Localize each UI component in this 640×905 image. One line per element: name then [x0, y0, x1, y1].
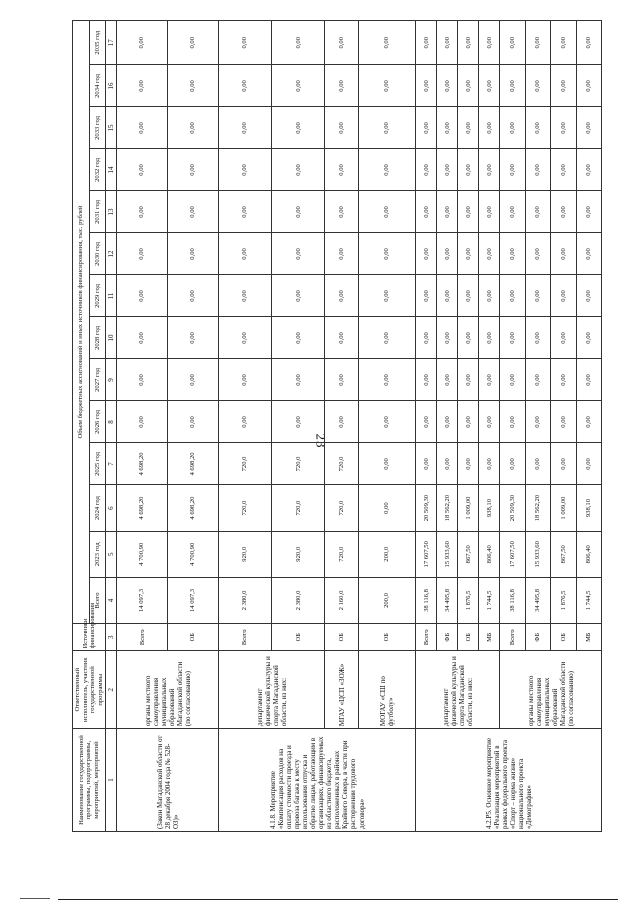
- amount-cell: 0,00: [576, 359, 602, 401]
- amount-cell: 0,00: [358, 233, 416, 275]
- financing-table-wrapper: [72, 20, 593, 832]
- amount-cell: 0,00: [500, 443, 525, 485]
- amount-cell: 17 607,50: [500, 531, 525, 577]
- amount-cell: 0,00: [525, 191, 550, 233]
- header-year: 2035 год: [89, 21, 106, 65]
- amount-cell: 2 380,0: [272, 577, 325, 623]
- amount-cell: 0,00: [525, 65, 550, 107]
- amount-cell: 0,00: [272, 21, 325, 65]
- amount-cell: 0,00: [325, 275, 358, 317]
- col-number: 14: [106, 149, 117, 191]
- amount-cell: 15 933,60: [525, 531, 550, 577]
- amount-cell: 0,00: [117, 149, 168, 191]
- amount-cell: 0,00: [219, 233, 272, 275]
- amount-cell: 0,00: [168, 359, 219, 401]
- amount-cell: 4 700,90: [168, 531, 219, 577]
- amount-cell: 0,00: [479, 317, 500, 359]
- amount-cell: 0,00: [325, 149, 358, 191]
- amount-cell: 0,00: [219, 21, 272, 65]
- amount-cell: 0,00: [576, 443, 602, 485]
- amount-cell: 200,0: [358, 531, 416, 577]
- amount-cell: 20 509,30: [416, 485, 437, 531]
- amount-cell: 0,00: [437, 149, 458, 191]
- amount-cell: 0,00: [479, 401, 500, 443]
- amount-cell: 0,00: [458, 149, 479, 191]
- amount-cell: 200,0: [358, 577, 416, 623]
- amount-cell: 0,00: [358, 65, 416, 107]
- amount-cell: 2 160,0: [325, 577, 358, 623]
- amount-cell: 0,00: [525, 275, 550, 317]
- amount-cell: 0,00: [272, 233, 325, 275]
- col-number: 3: [106, 624, 117, 651]
- amount-cell: 0,00: [416, 359, 437, 401]
- amount-cell: 18 562,20: [525, 485, 550, 531]
- amount-cell: 0,00: [551, 275, 576, 317]
- amount-cell: 0,00: [358, 401, 416, 443]
- amount-cell: 0,00: [272, 275, 325, 317]
- amount-cell: 0,00: [458, 65, 479, 107]
- amount-cell: 0,00: [576, 233, 602, 275]
- amount-cell: 0,00: [272, 401, 325, 443]
- amount-cell: 0,00: [500, 275, 525, 317]
- executor-name: МГАУ «ЦСП «ЗОЖ»: [325, 651, 358, 729]
- amount-cell: 34 495,8: [525, 577, 550, 623]
- amount-cell: 0,00: [479, 107, 500, 149]
- amount-cell: 0,00: [479, 21, 500, 65]
- amount-cell: 0,00: [479, 275, 500, 317]
- header-year: 2025 год: [89, 443, 106, 485]
- amount-cell: 0,00: [117, 65, 168, 107]
- header-year: 2023 год: [89, 531, 106, 577]
- header-year: 2026 год: [89, 401, 106, 443]
- col-number: 12: [106, 233, 117, 275]
- table-row: [117, 21, 168, 832]
- amount-cell: 0,00: [551, 401, 576, 443]
- amount-cell: 0,00: [458, 21, 479, 65]
- amount-cell: 0,00: [117, 359, 168, 401]
- amount-cell: 0,00: [479, 149, 500, 191]
- amount-cell: 14 097,3: [168, 577, 219, 623]
- executor-name: МОГАУ «СШ по футболу»: [358, 651, 416, 729]
- amount-cell: 938,10: [479, 485, 500, 531]
- amount-cell: 0,00: [416, 275, 437, 317]
- source-cell: ОБ: [272, 624, 325, 651]
- amount-cell: 0,00: [219, 65, 272, 107]
- amount-cell: 0,00: [117, 275, 168, 317]
- executor-name: департамент физической культуры и спорта Магаданской области, из них:: [219, 651, 325, 729]
- amount-cell: 0,00: [551, 317, 576, 359]
- amount-cell: 4 698,20: [117, 485, 168, 531]
- amount-cell: 0,00: [437, 233, 458, 275]
- financing-table: [72, 20, 602, 832]
- amount-cell: 0,00: [500, 191, 525, 233]
- amount-cell: 0,00: [416, 107, 437, 149]
- amount-cell: 1 009,00: [551, 485, 576, 531]
- source-cell: ОБ: [458, 624, 479, 651]
- amount-cell: 920,0: [272, 531, 325, 577]
- amount-cell: 0,00: [576, 275, 602, 317]
- amount-cell: 0,00: [479, 443, 500, 485]
- amount-cell: 0,00: [479, 359, 500, 401]
- col-number: 4: [106, 577, 117, 623]
- amount-cell: 38 116,8: [500, 577, 525, 623]
- amount-cell: 0,00: [325, 233, 358, 275]
- source-cell: Всего: [117, 624, 168, 651]
- header-name: Наименование государственной программы, подпрограммы, мероприятий, мероприятий: [73, 729, 106, 832]
- executor-name: органы местного самоуправления муниципальных образований Магаданской области (по согласованию): [117, 651, 219, 729]
- amount-cell: 720,0: [325, 531, 358, 577]
- header-year: 2030 год: [89, 233, 106, 275]
- amount-cell: 0,00: [576, 401, 602, 443]
- amount-cell: 0,00: [168, 149, 219, 191]
- source-cell: ОБ: [358, 624, 416, 651]
- source-cell: Всего: [219, 624, 272, 651]
- amount-cell: 0,00: [551, 107, 576, 149]
- amount-cell: 0,00: [458, 275, 479, 317]
- source-cell: ФБ: [525, 624, 550, 651]
- measure-name: 4.2.Р5. Основное мероприятие «Реализация мероприятий в рамках федерального проекта «Спорт – норма жизни» национального проекта «Демография»: [416, 729, 602, 832]
- amount-cell: 1 876,5: [458, 577, 479, 623]
- amount-cell: 2 380,0: [219, 577, 272, 623]
- amount-cell: 0,00: [219, 149, 272, 191]
- amount-cell: 17 607,50: [416, 531, 437, 577]
- header-year: 2028 год: [89, 317, 106, 359]
- amount-cell: 938,10: [576, 485, 602, 531]
- amount-cell: 0,00: [325, 65, 358, 107]
- source-cell: ОБ: [325, 624, 358, 651]
- amount-cell: 0,00: [358, 21, 416, 65]
- amount-cell: 0,00: [168, 233, 219, 275]
- amount-cell: 0,00: [576, 191, 602, 233]
- amount-cell: 867,50: [551, 531, 576, 577]
- amount-cell: 0,00: [525, 317, 550, 359]
- amount-cell: 0,00: [500, 65, 525, 107]
- amount-cell: 0,00: [500, 359, 525, 401]
- table-row: [325, 21, 358, 832]
- header-total: Всего: [89, 577, 106, 623]
- amount-cell: 0,00: [458, 233, 479, 275]
- amount-cell: 0,00: [117, 317, 168, 359]
- col-number: 16: [106, 65, 117, 107]
- amount-cell: 0,00: [272, 359, 325, 401]
- amount-cell: 806,40: [576, 531, 602, 577]
- amount-cell: 0,00: [437, 317, 458, 359]
- amount-cell: 0,00: [219, 401, 272, 443]
- amount-cell: 0,00: [416, 149, 437, 191]
- amount-cell: 0,00: [500, 21, 525, 65]
- amount-cell: 0,00: [437, 401, 458, 443]
- amount-cell: 0,00: [168, 21, 219, 65]
- amount-cell: 0,00: [576, 107, 602, 149]
- header-executor: Ответственный исполнитель, участник государственной программы: [73, 651, 106, 729]
- amount-cell: 0,00: [416, 401, 437, 443]
- header-year: 2029 год: [89, 275, 106, 317]
- amount-cell: 0,00: [437, 443, 458, 485]
- source-cell: ОБ: [551, 624, 576, 651]
- amount-cell: 0,00: [551, 443, 576, 485]
- amount-cell: 0,00: [479, 65, 500, 107]
- executor-name: департамент физической культуры и спорта Магаданской области, из них:: [416, 651, 500, 729]
- amount-cell: 4 700,90: [117, 531, 168, 577]
- amount-cell: 0,00: [525, 21, 550, 65]
- col-number: 9: [106, 359, 117, 401]
- amount-cell: 0,00: [325, 401, 358, 443]
- header-year: 2033 год: [89, 107, 106, 149]
- amount-cell: 0,00: [525, 149, 550, 191]
- amount-cell: 0,00: [358, 149, 416, 191]
- amount-cell: 0,00: [437, 65, 458, 107]
- amount-cell: 34 495,8: [437, 577, 458, 623]
- amount-cell: 806,40: [479, 531, 500, 577]
- col-number: 17: [106, 21, 117, 65]
- amount-cell: 0,00: [168, 401, 219, 443]
- table-row: [416, 21, 437, 832]
- amount-cell: 0,00: [325, 317, 358, 359]
- amount-cell: 0,00: [358, 275, 416, 317]
- amount-cell: 1 744,5: [576, 577, 602, 623]
- amount-cell: 0,00: [272, 107, 325, 149]
- amount-cell: 0,00: [325, 21, 358, 65]
- amount-cell: 0,00: [500, 233, 525, 275]
- amount-cell: 0,00: [358, 191, 416, 233]
- amount-cell: 0,00: [437, 21, 458, 65]
- amount-cell: 0,00: [551, 65, 576, 107]
- amount-cell: 0,00: [525, 107, 550, 149]
- source-cell: Всего: [416, 624, 437, 651]
- amount-cell: 0,00: [437, 359, 458, 401]
- amount-cell: 867,50: [458, 531, 479, 577]
- amount-cell: 0,00: [117, 107, 168, 149]
- bottom-rule: [58, 899, 618, 900]
- source-cell: МБ: [479, 624, 500, 651]
- amount-cell: 0,00: [117, 21, 168, 65]
- amount-cell: 0,00: [219, 275, 272, 317]
- amount-cell: 0,00: [525, 401, 550, 443]
- amount-cell: 0,00: [358, 443, 416, 485]
- header-source: Источники финансирования: [73, 624, 106, 651]
- amount-cell: 0,00: [479, 191, 500, 233]
- amount-cell: 0,00: [576, 65, 602, 107]
- amount-cell: 0,00: [576, 149, 602, 191]
- amount-cell: 0,00: [219, 107, 272, 149]
- amount-cell: 0,00: [325, 191, 358, 233]
- amount-cell: 0,00: [168, 191, 219, 233]
- amount-cell: 0,00: [500, 401, 525, 443]
- amount-cell: 0,00: [500, 149, 525, 191]
- amount-cell: 0,00: [551, 359, 576, 401]
- amount-cell: 0,00: [219, 317, 272, 359]
- col-number: 7: [106, 443, 117, 485]
- measure-name: (Закон Магаданской области от 28 декабря 2004 года № 528-ОЗ)»: [117, 729, 219, 832]
- amount-cell: 720,0: [325, 485, 358, 531]
- amount-cell: 0,00: [551, 21, 576, 65]
- table-body: [117, 21, 602, 832]
- amount-cell: 0,00: [458, 317, 479, 359]
- amount-cell: 0,00: [358, 317, 416, 359]
- header-year: 2031 год: [89, 191, 106, 233]
- source-cell: МБ: [576, 624, 602, 651]
- amount-cell: 0,00: [416, 21, 437, 65]
- amount-cell: 0,00: [168, 317, 219, 359]
- header-year: 2024 год: [89, 485, 106, 531]
- source-cell: ФБ: [437, 624, 458, 651]
- amount-cell: 1 744,5: [479, 577, 500, 623]
- amount-cell: 0,00: [272, 317, 325, 359]
- amount-cell: 0,00: [416, 191, 437, 233]
- amount-cell: 0,00: [358, 359, 416, 401]
- amount-cell: 0,00: [437, 191, 458, 233]
- amount-cell: 0,00: [551, 149, 576, 191]
- amount-cell: 720,0: [219, 485, 272, 531]
- amount-cell: 4 698,20: [117, 443, 168, 485]
- amount-cell: 0,00: [117, 233, 168, 275]
- header-year: 2032 год: [89, 149, 106, 191]
- margin-mark: [20, 898, 50, 899]
- amount-cell: 20 509,30: [500, 485, 525, 531]
- amount-cell: 0,00: [168, 275, 219, 317]
- amount-cell: 4 698,20: [168, 443, 219, 485]
- amount-cell: 0,00: [325, 359, 358, 401]
- amount-cell: 0,00: [219, 191, 272, 233]
- col-number: 5: [106, 531, 117, 577]
- amount-cell: 0,00: [416, 317, 437, 359]
- amount-cell: 0,00: [272, 65, 325, 107]
- table-row: [500, 21, 525, 832]
- col-number: 13: [106, 191, 117, 233]
- amount-cell: 14 097,3: [117, 577, 168, 623]
- amount-cell: 0,00: [551, 191, 576, 233]
- amount-cell: 0,00: [479, 233, 500, 275]
- amount-cell: 720,0: [325, 443, 358, 485]
- amount-cell: 0,00: [416, 233, 437, 275]
- amount-cell: 0,00: [525, 443, 550, 485]
- amount-cell: 1 009,00: [458, 485, 479, 531]
- amount-cell: 0,00: [551, 233, 576, 275]
- amount-cell: 0,00: [325, 107, 358, 149]
- amount-cell: 0,00: [117, 401, 168, 443]
- amount-cell: 0,00: [525, 233, 550, 275]
- page-number-text: 23: [313, 433, 328, 449]
- amount-cell: 720,0: [219, 443, 272, 485]
- amount-cell: 0,00: [168, 65, 219, 107]
- table-row: [219, 21, 272, 832]
- amount-cell: 0,00: [219, 359, 272, 401]
- executor-name: органы местного самоуправления муниципальных образований Магаданской области (по согласованию): [500, 651, 602, 729]
- amount-cell: 0,00: [272, 149, 325, 191]
- col-number: 6: [106, 485, 117, 531]
- amount-cell: 0,00: [525, 359, 550, 401]
- amount-cell: 0,00: [458, 191, 479, 233]
- header-volume: Объем бюджетных ассигнований и иных источников финансирования, тыс. рублей: [73, 21, 90, 624]
- amount-cell: 4 698,20: [168, 485, 219, 531]
- amount-cell: 0,00: [358, 485, 416, 531]
- amount-cell: 0,00: [272, 191, 325, 233]
- header-year: 2027 год: [89, 359, 106, 401]
- amount-cell: 0,00: [576, 21, 602, 65]
- amount-cell: 0,00: [416, 443, 437, 485]
- amount-cell: 0,00: [458, 401, 479, 443]
- col-number: 2: [106, 651, 117, 729]
- col-number: 8: [106, 401, 117, 443]
- header-year: 2034 год: [89, 65, 106, 107]
- amount-cell: 38 116,8: [416, 577, 437, 623]
- amount-cell: 1 876,5: [551, 577, 576, 623]
- table-row: [358, 21, 416, 832]
- amount-cell: 0,00: [458, 359, 479, 401]
- amount-cell: 720,0: [272, 485, 325, 531]
- amount-cell: 0,00: [437, 275, 458, 317]
- column-number-row: [106, 21, 117, 832]
- amount-cell: 920,0: [219, 531, 272, 577]
- amount-cell: 0,00: [458, 443, 479, 485]
- col-number: 11: [106, 275, 117, 317]
- source-cell: Всего: [500, 624, 525, 651]
- source-cell: ОБ: [168, 624, 219, 651]
- amount-cell: 0,00: [416, 65, 437, 107]
- amount-cell: 0,00: [500, 107, 525, 149]
- amount-cell: 0,00: [458, 107, 479, 149]
- amount-cell: 0,00: [437, 107, 458, 149]
- amount-cell: 0,00: [168, 107, 219, 149]
- amount-cell: 0,00: [500, 317, 525, 359]
- amount-cell: 15 933,60: [437, 531, 458, 577]
- measure-name: 4.1.8. Мероприятие «Компенсация расходов на оплату стоимости проезда и провоза багажа к месту использования отпуска и обратно лицам, работающим в организациях, финансируемых из областного бюджета, расположенных в районах Крайнего Севера, в части при расторжении трудового договора»: [219, 729, 416, 832]
- col-number: 1: [106, 729, 117, 832]
- amount-cell: 720,0: [272, 443, 325, 485]
- col-number: 15: [106, 107, 117, 149]
- amount-cell: 0,00: [117, 191, 168, 233]
- amount-cell: 0,00: [576, 317, 602, 359]
- col-number: 10: [106, 317, 117, 359]
- amount-cell: 0,00: [358, 107, 416, 149]
- amount-cell: 18 562,20: [437, 485, 458, 531]
